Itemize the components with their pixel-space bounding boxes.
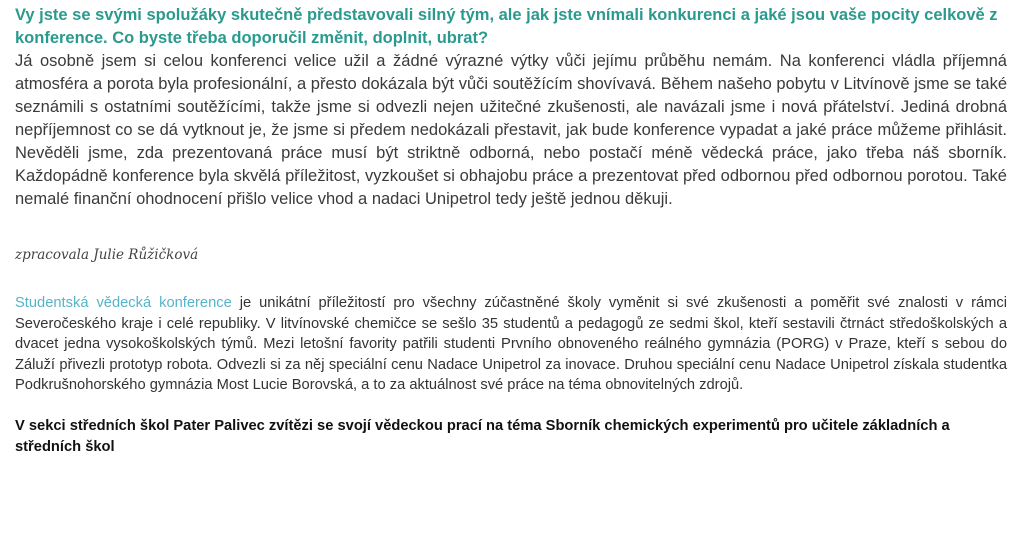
intro-paragraph	[15, 293, 1007, 396]
interview-question: Vy jste se svými spolužáky skutečně představovali silný tým, ale jak jste vnímali konkurenci a jaké jsou vaše pocity celkově z konference. Co byste třeba doporučil změnit, doplnit, ubrat?	[15, 6, 998, 47]
interview-answer: Já osobně jsem si celou konferenci velice užil a žádné výrazné výtky vůči jejímu průběhu nemám. Na konferenci vládla příjemná atmosféra a porota byla profesionální, a přesto dokázala být vůči soutěžícím shovívavá. Během našeho pobytu v Litvínově jsme se také seznámili s ostatními soutěžícími, takže jsme si odvezli nejen užitečné zkušenosti, ale navázali jsme i nová přátelství. Jediná drobná nepříjemnost co se dá vytknout je, že jsme si předem nedokázali přestavit, jak bude konference vypadat a jaké práce můžeme přihlásit. Nevěděli jsme, zda prezentovaná práce musí být striktně odborná, nebo postačí méně vědecká práce, jako třeba náš sborník. Každopádně konference byla skvělá příležitost, vyzkoušet si obhajobu práce a prezentovat před odbornou před odbornou porotou. Také nemalé finanční ohodnocení přišlo velice vhod a nadaci Unipetrol tedy ještě jednou děkuji.	[15, 52, 1007, 208]
section-heading: V sekci středních škol Pater Palivec zvítězi se svojí vědeckou prací na téma Sborník chemických experimentů pro učitele základních a středních škol	[15, 417, 950, 455]
article	[15, 4, 1007, 458]
conference-link[interactable]: Studentská vědecká konference	[15, 295, 232, 311]
intro-text: je unikátní příležitostí pro všechny zúčastněné školy vyměnit si své zkušenosti a poměřit své znalosti v rámci Severočeského kraje i celé republiky. V litvínovské chemičce se sešlo 35 studentů a pedagogů ze sedmi škol, kteří sestavili čtrnáct středoškolských a dvacet jedna vysokoškolských týmů. Mezi letošní favority patřili studenti Prvního obnoveného reálného gymnázia (PORG) v Praze, kteří s sebou do Záluží přivezli prototyp robota. Odvezli si za něj speciální cenu Nadace Unipetrol za inovace. Druhou speciální cenu Nadace Unipetrol získala studentka Podkrušnohorského gymnázia Most Lucie Borovská, a to za aktuálnost své práce na téma obnovitelných zdrojů.	[15, 295, 1008, 393]
author-credit: zpracovala Julie Růžičková	[15, 247, 199, 263]
